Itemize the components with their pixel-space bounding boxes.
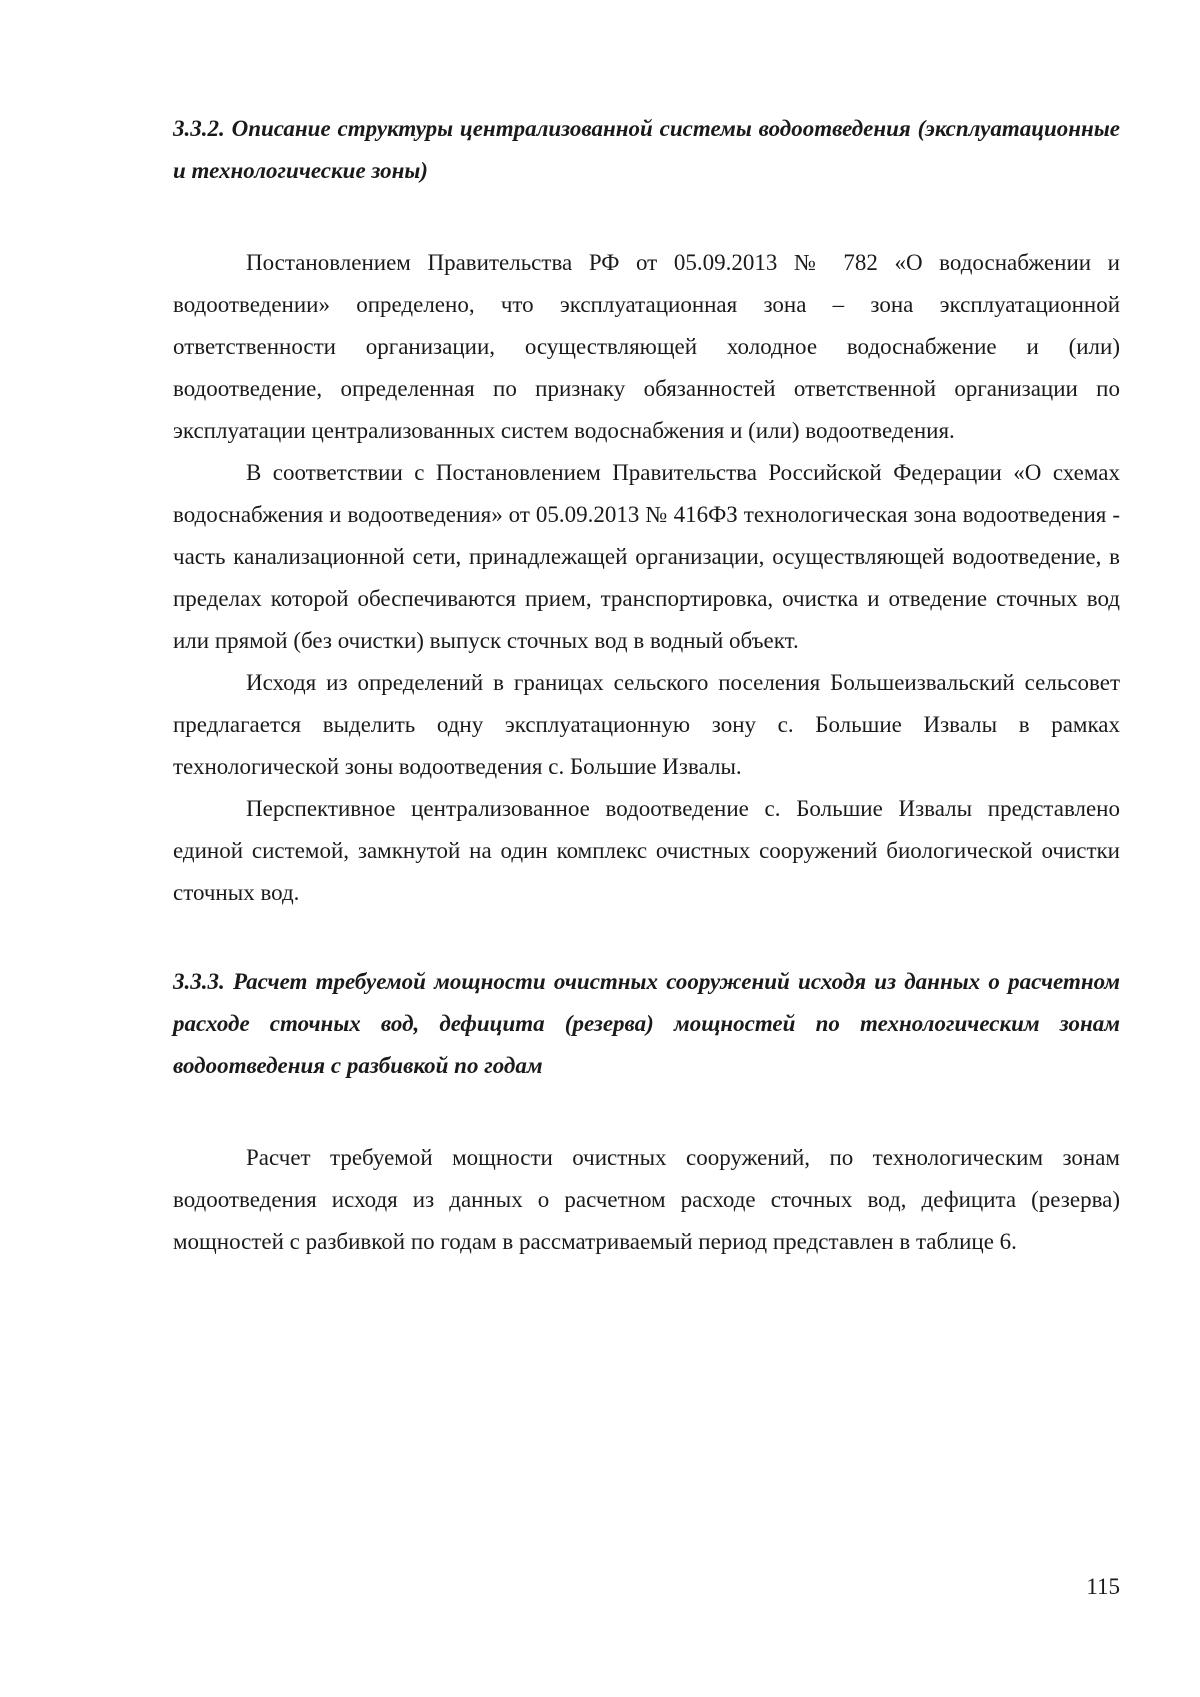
paragraph: Перспективное централизованное водоотведение с. Большие Извалы представлено единой системой, замкнутой на один комплекс очистных сооружений биологической очистки сточных вод. (173, 796, 1120, 905)
section-body-3-3-3 (173, 1137, 1120, 1263)
page-number: 115 (1086, 1574, 1120, 1599)
paragraph: Расчет требуемой мощности очистных сооружений, по технологическим зонам водоотведения исходя из данных о расчетном расходе сточных вод, дефицита (резерва) мощностей с разбивкой по годам в рассматриваемый период представлен в таблице 6. (173, 1145, 1120, 1254)
document-page (173, 108, 1120, 1263)
section-body-3-3-2 (173, 242, 1120, 914)
section-heading-3-3-2: 3.3.2. Описание структуры централизованной системы водоотведения (эксплуатационные и технологические зоны) (173, 116, 1120, 183)
paragraph: Постановлением Правительства РФ от 05.09.2013 № 782 «О водоснабжении и водоотведении» определено, что эксплуатационная зона – зона эксплуатационной ответственности организации, осуществляющей холодное водоснабжение и (или) водоотведение, определенная по признаку обязанностей ответственной организации по эксплуатации централизованных систем водоснабжения и (или) водоотведения. (173, 250, 1120, 443)
paragraph: В соответствии с Постановлением Правительства Российской Федерации «О схемах водоснабжения и водоотведения» от 05.09.2013 № 416ФЗ технологическая зона водоотведения - часть канализационной сети, принадлежащей организации, осуществляющей водоотведение, в пределах которой обеспечиваются прием, транспортировка, очистка и отведение сточных вод или прямой (без очистки) выпуск сточных вод в водный объект. (173, 460, 1120, 653)
section-heading-3-3-3: 3.3.3. Расчет требуемой мощности очистных сооружений исходя из данных о расчетном расходе сточных вод, дефицита (резерва) мощностей по технологическим зонам водоотведения с разбивкой по годам (173, 969, 1120, 1078)
paragraph: Исходя из определений в границах сельского поселения Большеизвальский сельсовет предлагается выделить одну эксплуатационную зону с. Большие Извалы в рамках технологической зоны водоотведения с. Большие Извалы. (173, 670, 1120, 779)
